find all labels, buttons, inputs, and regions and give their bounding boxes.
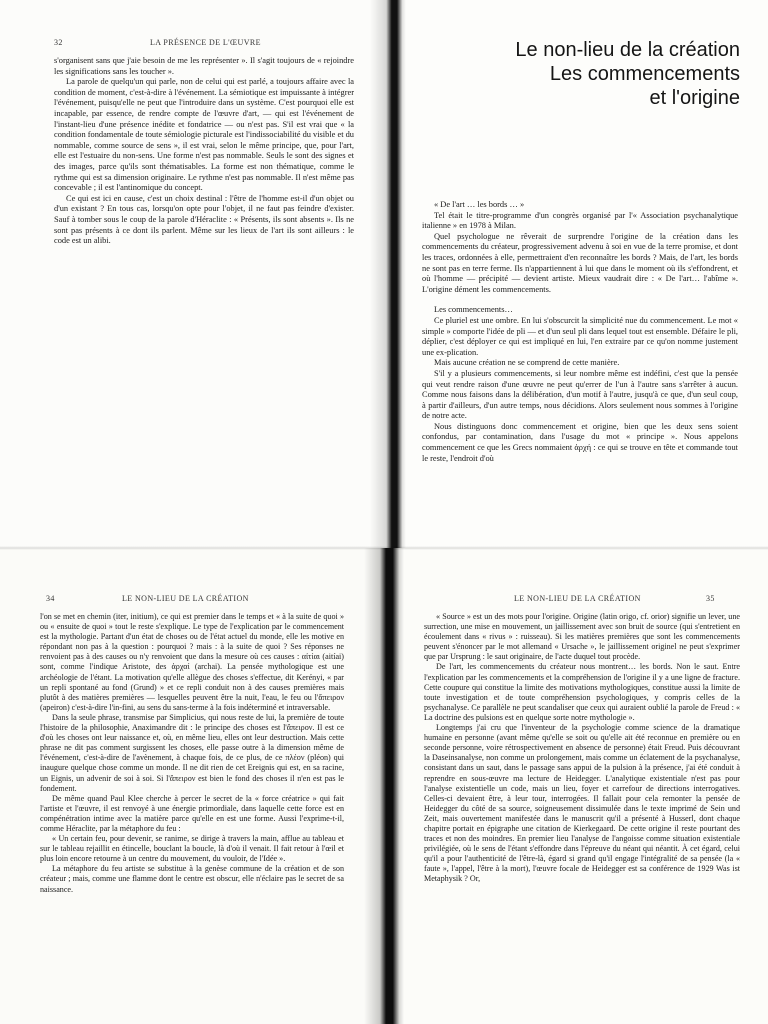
page-32: [0, 0, 386, 548]
body-text-34: [40, 612, 344, 895]
quotation: « Un certain feu, pour devenir, se ranime, se dirige à travers la main, afflue au tableau et sur le tableau rejaillit en étincelle, bouclant la boucle, là d'où il venait. Il fait retour à l'œil et plus loin encore retourne à un centre du mouvement, du vouloir, de l'Idée ».: [40, 834, 344, 864]
body-text-35: [424, 612, 740, 885]
chapter-title-line: Les commencements: [549, 63, 740, 85]
paragraph: Longtemps j'ai cru que l'inventeur de la psychologie comme science de la dramatique humaine en personne (avant même qu'elle se soit ou qu'elle ait été reconnue en première ou en seconde personne, voire rétrospectivement en absence de personne) était Freud. Puis découvrant la Daseinsanalyse, non comme un prolongement, mais comme un éclatement de la psychanalyse, consistant dans un saut, dans le passage sans appui de la pulsion à la présence, j'ai été conduit à reprendre en sous-œuvre ma lecture de Heidegger. L'analytique existentiale n'est pas pour l'analyse existentielle un code, mais un lieu, foyer et carrefour de directions interrogatives. Celles-ci devaient être, à leur tour, interrogées. Il fallait pour cela remonter la pensée de Heidegger du côté de sa source, soigneusement dissimulée dans le texte imprimé de Sein und Zeit, mais ouvertement manifestée dans le manuscrit qu'il a présenté à Husserl, dont chaque chapitre portait en épigraphe une citation de Kierkegaard. De cette origine il reste pourtant des traces et non des moindres. En premier lieu l'analyse de l'angoisse comme situation existentiale privilégiée, où le sens de l'étant s'effondre dans l'épreuve du néant qui néantit. À cet égard, celui qu'il a pour l'authenticité de l'être-là, égard si grand qu'il engage l'intégralité de sa pensée (la « faute », l'appel, l'être à la mort), l'œuvre focale de Heidegger est sa conférence de 1929 Was ist Metaphysik ? Or,: [424, 723, 740, 884]
page-number-35: 35: [706, 594, 715, 603]
paragraph: l'on se met en chemin (iter, initium), ce qui est premier dans le temps et « à la suite de quoi » ou « ensuite de quoi » tout le reste s'explique. Le type de l'explication par le commencement est la mythologie. Partant d'un état de choses ou de l'état actuel du monde, elle les motive en répondant non pas à la question : pourquoi ? mais : à la suite de quoi ? Ses réponses ne renvoient pas à des causes ou n'y renvoient que dans la mesure où ces causes : αἰτίαι (aitíai) sont, comme l'indique Aristote, des ἀρχαί (archai). La pensée mythologique est une archéologie de l'étant. La motivation qu'elle allègue des choses s'effectue, dit Kerényi, « par un repli spontané au fond (Grund) » et ce repli conduit non à des causes premières mais plutôt à des matières premières — lesquelles peuvent être la nuit, l'eau, le feu ou l'ἄπειρον (apeiron) c'est-à-dire l'in-fini, au sens du sans-terme à la fois indéterminé et intraversable.: [40, 612, 344, 712]
page-35: [384, 548, 768, 1024]
paragraph: « De l'art … les bords … »: [434, 200, 525, 209]
chapter-title: [410, 38, 740, 110]
paragraph: s'organisent sans que j'aie besoin de me les représenter ». Il s'agit toujours de « rejoindre les significations sans les toucher ».: [54, 56, 354, 76]
page-34: [0, 548, 384, 1024]
paragraph: De même quand Paul Klee cherche à percer le secret de la « force créatrice » qui fait l'artiste et l'œuvre, il est renvoyé à une énergie primordiale, dans laquelle cette force est en compénétration intime avec la matière parce qu'elle en est une forme. Aussi l'exprime-t-il, comme Héraclite, par la métaphore du feu :: [40, 793, 344, 833]
running-head-34: LE NON-LIEU DE LA CRÉATION: [122, 594, 249, 603]
body-text-32: [54, 56, 354, 247]
paragraph: Tel était le titre-programme d'un congrès organisé par l'« Association psychanalytique italienne » en 1978 à Milan.: [422, 210, 738, 231]
paragraph: S'il y a plusieurs commencements, si leur nombre même est indéfini, c'est que la pensée qui veut rendre raison d'une œuvre ne peut qu'errer de l'un à l'autre sans s'arrêter à aucun. Comme nous faisons dans la délibération, d'un motif à l'autre, jusqu'à ce que, d'un seul coup, à partir d'ailleurs, d'un autre temps, nous décidions. Alors seulement nous sommes à l'origine de notre acte.: [422, 368, 738, 421]
page-33: [386, 0, 768, 548]
page-number-32: 32: [54, 38, 63, 47]
page-number-34: 34: [46, 594, 55, 603]
paragraph: Quel psychologue ne rêverait de surprendre l'origine de la création dans les commencements du créateur, progressivement advenu à soi en vue de la terre promise, et dont les traces, ordonnées à elle, permettraient d'en reconnaître les bords ? Mais, de l'art, les bords ne sont pas en terre ferme. Ils n'appartiennent à lui que dans le moment où ils s'effondrent, et où l'homme — précipité — devient artiste. Mieux vaudrait dire : « De l'art… l'abîme ». L'origine dément les commencements.: [422, 231, 738, 294]
book-gutter-shadow: [364, 548, 404, 1024]
paragraph: « Source » est un des mots pour l'origine. Origine (latin origo, cf. orior) signifie un lever, une surrection, une mise en mouvement, un jaillissement avec son bruit de source (qui s'entretient en écoulement dans « rivus » : ruisseau). Si les matières premières que sont les commencements peuvent s'énoncer par le mot allemand « Ursache », le jaillissement originel ne peut s'exprimer que par Ursprung : le saut originaire, de l'acte duquel tout procède.: [424, 612, 740, 662]
chapter-title-line: et l'origine: [649, 87, 740, 109]
paragraph: Dans la seule phrase, transmise par Simplicius, qui nous reste de lui, la première de toute l'histoire de la philosophie, Anaximandre dit : le principe des choses est l'ἄπειρον. Il est ce d'où les choses ont leur naissance et, où, en même lieu, elles ont leur destruction. Mais cette phrase ne dit pas comment surgissent les choses, elle passe outre à la dimension même de l'événement, c'est-à-dire de l'avènement, à chaque fois, de ce plus, de ce πλέον (pléon) qui inaugure quelque chose comme un monde. Il ne dit rien de cet Ereignis qui est, en sa racine, un Eignis, un advenir de soi à soi. Si l'ἄπειρον est bien le fond des choses il n'en est pas le fondement.: [40, 712, 344, 793]
paragraph: Ce pluriel est une ombre. En lui s'obscurcit la simplicité nue du commencement. Le mot « simple » comporte l'idée de pli — et d'un seul pli dans lequel tout est ensemble. Défaire le pli, déplier, c'est déployer ce qui est impliqué en lui, l'en extraire par ce qu'on nomme justement une ex-plication.: [422, 315, 738, 357]
paragraph: De l'art, les commencements du créateur nous montrent… les bords. Non le saut. Entre l'explication par les commencements et la compréhension de l'origine il y a une ligne de fracture. Cette coupure qui constitue la limite des motivations mythologiques, constitue aussi la limite de toute investigation et de toute compréhension psychologiques, y compris celles de la psychanalyse. Ce parallèle ne peut scandaliser que ceux qui auraient oublié la parole de Freud : « La doctrine des pulsions est en quelque sorte notre mythologie ».: [424, 662, 740, 722]
paragraph: Les commencements…: [434, 305, 513, 315]
paragraph: Mais aucune création ne se comprend de cette manière.: [434, 358, 620, 368]
running-head-32: LA PRÉSENCE DE L'ŒUVRE: [150, 38, 261, 47]
running-head-35: LE NON-LIEU DE LA CRÉATION: [514, 594, 641, 603]
paragraph: La métaphore du feu artiste se substitue à la genèse commune de la création et de son créateur ; mais, comme une flamme dont le centre est obscur, elle n'éclaire pas le secret de sa naissance.: [40, 864, 344, 894]
body-text-33: [422, 200, 738, 464]
paragraph: Nous distinguons donc commencement et origine, bien que les deux sens soient confondus, par contamination, dans l'usage du mot « principe ». Nous appelons commencement ce que les Grecs nommaient ἀρχή : ce qui se trouve en tête et commande tout le reste, l'endroit d'où: [422, 421, 738, 463]
paragraph: La parole de quelqu'un qui parle, non de celui qui est parlé, a toujours affaire avec la condition de moment, c'est-à-dire à l'événement. La sémiotique est impuissante à intégrer l'événement, puisqu'elle ne peut que l'introduire dans un système. C'est pourquoi elle est incapable, par essence, de rendre compte de l'œuvre d'art, — qui est l'événement de l'instant-lieu d'une présence inédite et fondatrice — ou n'est pas. S'il est vrai que « la condition fondamentale de toute sémiologie picturale est l'indissociabilité du visible et du nommable, comme source de sens », il est vrai, selon le même principe, que, pour l'art, elle est l'estuaire du non-sens. Une forme n'est pas nommable. Seuls le sont des signes et des images, parce qu'ils sont thématisables. La forme est non thématique, comme le rythme qui est sa dimension originaire. Le rythme n'est pas nommable. Il n'est même pas concevable ; il est l'antinomique du concept.: [54, 77, 354, 193]
paragraph: Ce qui est ici en cause, c'est un choix destinal : l'être de l'homme est-il d'un objet ou d'un existant ? En tous cas, lorsqu'on opte pour l'objet, il ne faut pas feindre d'exister. Sauf à tomber sous le coup de la parole d'Héraclite : « Présents, ils sont absents ». Ils ne sont pas présents à ce dont ils parlent. Même sur les lieux de l'art ils sont ailleurs : le code est un alibi.: [54, 193, 354, 246]
chapter-title-line: Le non-lieu de la création: [515, 39, 740, 61]
page-seam: [0, 546, 768, 550]
book-gutter-shadow: [370, 0, 406, 548]
